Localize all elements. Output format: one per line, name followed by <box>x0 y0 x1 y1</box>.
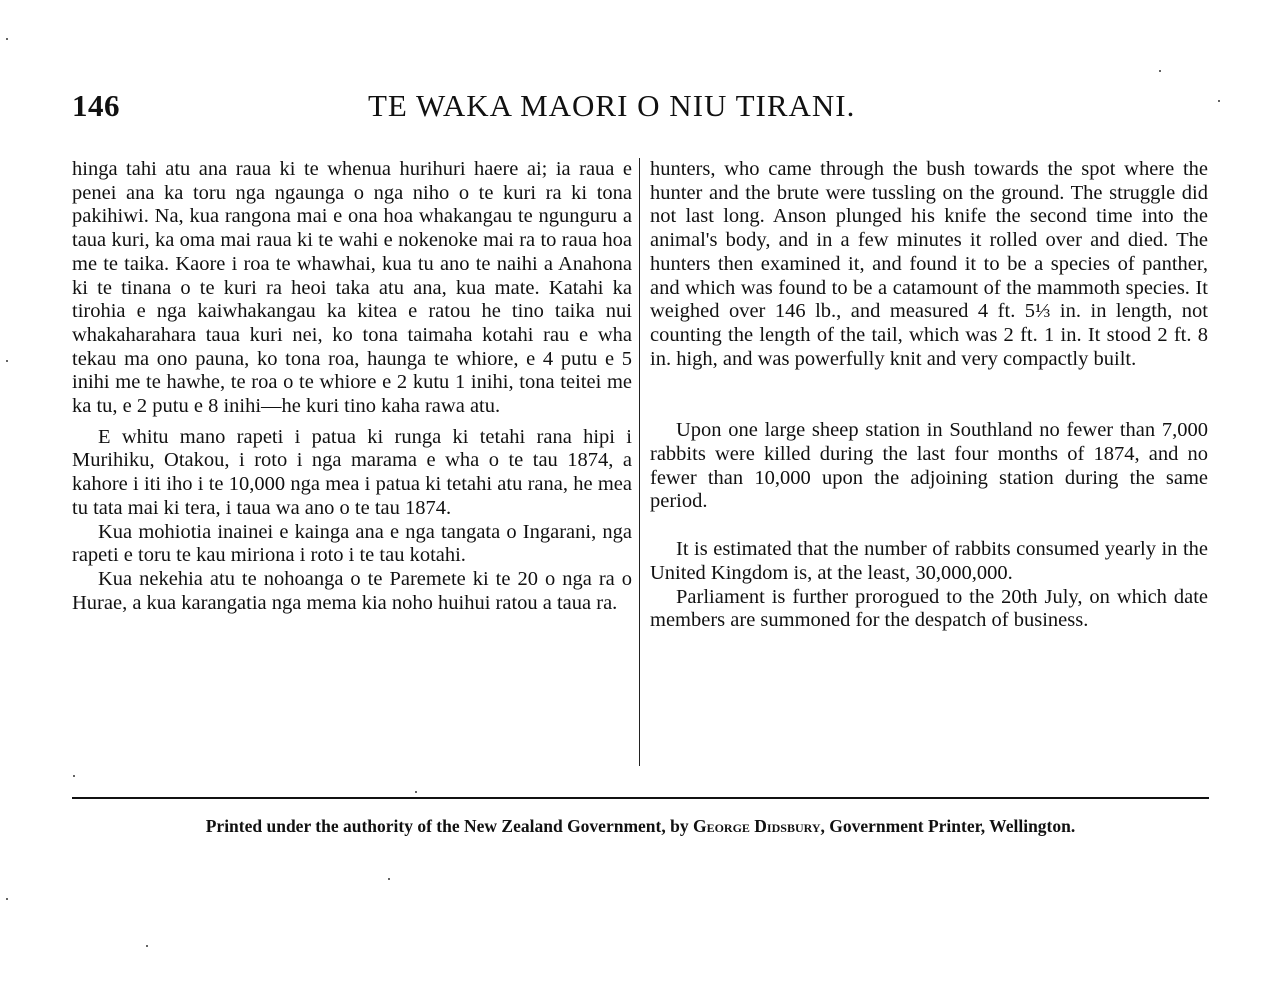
scan-speck <box>146 945 148 947</box>
scan-speck <box>415 791 417 793</box>
page-title: TE WAKA MAORI O NIU TIRANI. <box>368 88 856 123</box>
maori-rabbits-paragraph: E whitu mano rapeti i patua ki runga ki tetahi rana hipi i Murihiku, Otakou, i roto i nga marama e wha o te tau 1874, a kahore i iti iho i te 10,000 nga mea i patua ki tetahi atu rana, he mea tu tata mai ki tera, i taua wa ano o te tau 1874. <box>72 425 632 519</box>
english-panther-text-end: in. in length, not counting the length of the tail, which was 2 ft. 1 in. It stood 2 ft. 8 in. high, and was powerfully knit and very compactly built. <box>650 300 1208 370</box>
fraction-one-third: ⅓ <box>1035 300 1051 323</box>
left-column <box>72 158 632 615</box>
maori-panther-paragraph: hinga tahi atu ana raua ki te whenua hurihuri haere ai; ia raua e penei ana ka toru nga ngaunga o nga niho o te kuri ra ki tona pakihiwi. Na, kua rangona mai e ona hoa whakangau te ngunguru a taua kuri, ka oma mai raua ki te wahi e nokenoke mai ra to raua hoa me te taika. Kaore i roa te whawhai, kua tu ano te naihi a Anahona ki te tinana o te kuri ra heoi taka atu ana, kua mate. Katahi ka tirohia e nga kaiwhakangau ka kitea e ratou he tino taika nui whakaharahara taua kuri nei, ko tona taimaha kotahi rau e wha tekau ma ono pauna, ko tona roa, haunga te whiore, e 4 putu e 5 inihi me te hawhe, te roa o te whiore e 2 kutu 1 inihi, tona teitei me ka tu, e 2 putu e 8 inihi—he kuri tino kaha rawa atu. <box>72 158 632 418</box>
english-panther-paragraph <box>650 158 1208 371</box>
scan-speck <box>1218 100 1220 102</box>
english-parliament-paragraph: Parliament is further prorogued to the 20th July, on which date members are summoned for the despatch of business. <box>650 585 1208 632</box>
maori-rabbits-consumed-paragraph: Kua mohiotia inainei e kainga ana e nga tangata o Ingarani, nga rapeti e toru te kau miriona i roto i te tau kotahi. <box>72 520 632 567</box>
printer-imprint <box>72 816 1209 837</box>
scan-speck <box>388 878 390 880</box>
maori-parliament-paragraph: Kua nekehia atu te nohoanga o te Paremete ki te 20 o nga ra o Hurae, a kua karangatia nga mema kia noho huihui ratou a taua ra. <box>72 567 632 614</box>
imprint-suffix: , Government Printer, Wellington. <box>820 816 1076 836</box>
english-rabbits-paragraph: Upon one large sheep station in Southland no fewer than 7,000 rabbits were killed during the last four months of 1874, and no fewer than 10,000 upon the adjoining station during the same period. <box>650 419 1208 513</box>
english-panther-text: hunters, who came through the bush towards the spot where the hunter and the brute were tussling on the ground. The struggle did not last long. Anson plunged his knife the second time into the animal's body, and in a few minutes it rolled over and died. The hunters then examined it, and found it to be a species of panther, and which was found to be a catamount of the mammoth species. It weighed over 146 lb., and measured 4 ft. 5 <box>650 158 1208 323</box>
footer-rule <box>72 797 1209 799</box>
imprint-prefix: Printed under the authority of the New Zealand Government, by <box>205 816 693 836</box>
page-number: 146 <box>72 88 120 123</box>
english-rabbits-consumed-paragraph: It is estimated that the number of rabbits consumed yearly in the United Kingdom is, at the least, 30,000,000. <box>650 538 1208 584</box>
scan-speck <box>1159 70 1161 72</box>
column-divider <box>639 158 640 766</box>
scan-speck <box>6 898 8 900</box>
scan-speck <box>6 38 8 40</box>
printer-name: George Didsbury <box>692 816 821 836</box>
right-column <box>650 158 1208 633</box>
scan-speck <box>6 360 8 362</box>
page-header <box>72 88 1208 132</box>
scan-speck <box>73 775 75 777</box>
